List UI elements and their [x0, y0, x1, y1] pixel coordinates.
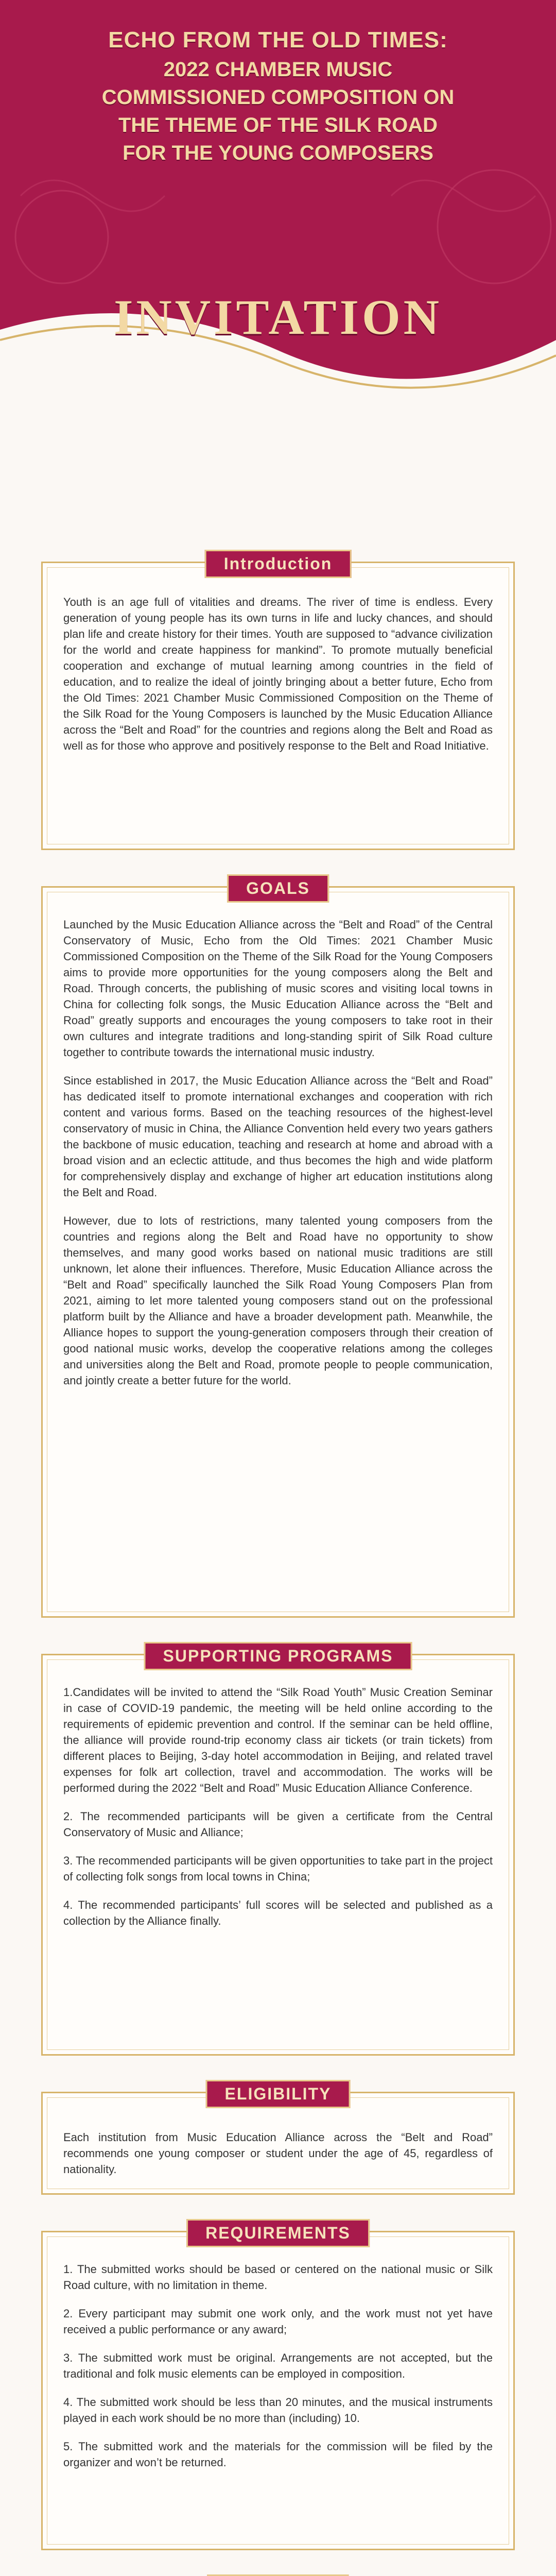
section-introduction	[41, 554, 515, 850]
section-label-goals: GOALS	[227, 874, 329, 903]
invitation-heading: INVITATION	[114, 290, 442, 345]
section-requirements	[41, 2224, 515, 2550]
header-banner	[0, 0, 556, 392]
support-item-2: 2. The recommended participants will be given a certificate from the Central Conservatory of Music and Alliance;	[63, 1810, 493, 1839]
goals-paragraph-2: Since established in 2017, the Music Education Alliance across the “Belt and Road” has dedicated itself to promote international exchanges and cooperation with rich content and various forms. Based on the teaching resources of the highest-level conservatory of music in China, the Alliance Convention held every two years gathers the backbone of music education, teaching and research at home and abroad with a broad vision and an eclectic attitude, and thus becomes the high and wide platform for comprehensively display and exchange of higher art education institutions along the Belt and Road.	[63, 1074, 493, 1199]
goals-paragraph-3: However, due to lots of restrictions, many talented young composers from the countries and regions along the Belt and Road have no opportunity to show themselves, and many good works based on national music traditions are still unknown, let alone their influences. Therefore, Music Education Alliance across the “Belt and Road” specifically launched the Silk Road Young Composers Plan from 2021, aiming to let more talented young composers stand out on the professional platform built by the Alliance and have a broader development path. Meanwhile, the Alliance hopes to support the young-generation composers through their creation of good national music works, develop the cooperative relations among the colleges and universities along the Belt and Road, promote people to people communication, and jointly create a better future for the world.	[63, 1214, 493, 1387]
title-line-3: COMMISSIONED COMPOSITION ON	[101, 86, 455, 109]
section-label-supporting-programs: SUPPORTING PROGRAMS	[144, 1642, 412, 1670]
title-line-2: 2022 CHAMBER MUSIC	[163, 58, 393, 81]
requirement-3: 3. The submitted work must be original. Arrangements are not accepted, but the traditional and folk music elements can be employed in composition.	[63, 2351, 493, 2380]
section-label-requirements: REQUIREMENTS	[186, 2219, 370, 2247]
support-item-3: 3. The recommended participants will be given opportunities to take part in the project of collecting folk songs from local towns in China;	[63, 1854, 493, 1883]
goals-paragraph-1: Launched by the Music Education Alliance across the “Belt and Road” of the Central Conservatory of Music, Echo from the Old Times: 2021 Chamber Music Commissioned Composition on the Theme of the Silk Road for the Young Composers aims to provide more opportunities for the young composers along the Belt and Road. Through concerts, the publishing of music scores and visiting local towns in China for collecting folk songs, the Music Education Alliance across the “Belt and Road” greatly supports and encourages the young composers to take root in their own cultures and integrate traditions and long-standing spirit of Silk Road culture together to contribute towards the international music industry.	[63, 918, 493, 1059]
requirement-1: 1. The submitted works should be based or centered on the national music or Silk Road culture, with no limitation in theme.	[63, 2263, 493, 2292]
title-line-5: FOR THE YOUNG COMPOSERS	[123, 142, 433, 164]
section-supporting-programs	[41, 1647, 515, 2056]
requirement-5: 5. The submitted work and the materials for the commission will be filed by the organizer and won’t be returned.	[63, 2440, 493, 2469]
section-eligibility	[41, 2084, 515, 2195]
title-line-1: ECHO FROM THE OLD TIMES:	[108, 27, 448, 53]
title-line-4: THE THEME OF THE SILK ROAD	[118, 114, 438, 137]
eligibility-text: Each institution from Music Education Alliance across the “Belt and Road” recommends one young composer or student under the age of 45, regardless of nationality.	[63, 2131, 493, 2176]
requirement-4: 4. The submitted work should be less than 20 minutes, and the musical instruments played in each work should be no more than (including) 10.	[63, 2396, 493, 2425]
section-label-introduction: Introduction	[205, 550, 352, 578]
support-item-1: 1.Candidates will be invited to attend the “Silk Road Youth” Music Creation Seminar in case of COVID-19 pandemic, the meeting will be held online according to the requirements of epidemic prevention and control. If the seminar can be held offline, the alliance will provide round-trip economy class air tickets (or train tickets) from different places to Beijing, 3-day hotel accommodation in Beijing, and related travel expenses for folk art collection, travel and accommodation. The works will be performed during the 2022 “Belt and Road” Music Education Alliance Conference.	[63, 1686, 493, 1794]
support-item-4: 4. The recommended participants’ full scores will be selected and published as a collection by the Alliance finally.	[63, 1899, 493, 1927]
header-title	[21, 25, 535, 167]
introduction-text: Youth is an age full of vitalities and dreams. The river of time is endless. Every generation of young people has its own turns in life and lucky chances, and should plan life and create history for their times. Youth are supposed to “advance civilization for the world and create happiness for mankind”. To promote mutually beneficial cooperation and exchange of mutual learning among countries in the field of education, and to realize the ideal of jointly bringing about a better future, Echo from the Old Times: 2021 Chamber Music Commissioned Composition on the Theme of the Silk Road for the Young Composers is launched by the Music Education Alliance across the “Belt and Road” for the countries and regions along the Belt and Road as well as for those who approve and positively response to the Belt and Road Initiative.	[63, 596, 493, 752]
section-label-eligibility: ELIGIBILITY	[206, 2080, 351, 2108]
requirement-2: 2. Every participant may submit one work only, and the work must not yet have received a public performance or any award;	[63, 2307, 493, 2336]
section-goals	[41, 879, 515, 1618]
